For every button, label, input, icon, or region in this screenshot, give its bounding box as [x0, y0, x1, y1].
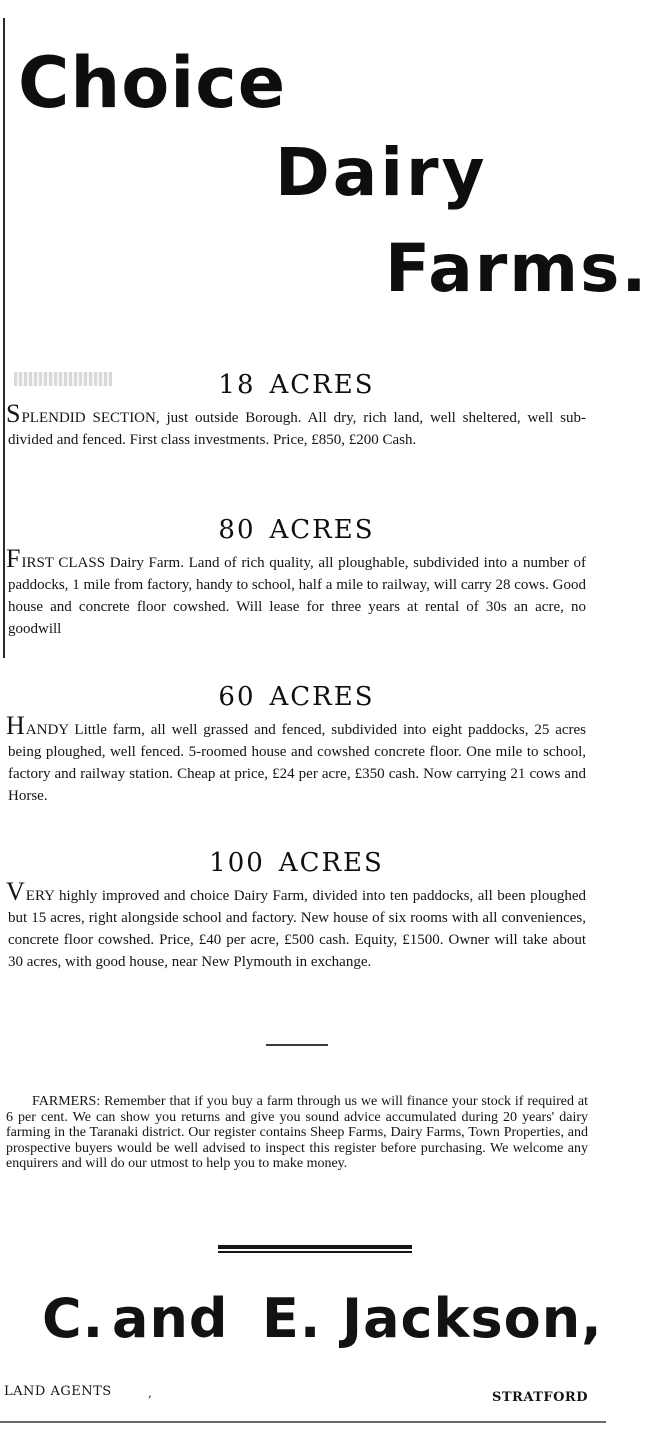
firm-initial-e: E. [262, 1287, 322, 1350]
firm-and: and [112, 1287, 229, 1350]
acres-word: ACRES [269, 370, 375, 400]
listing-description [5, 399, 588, 451]
listing-text: ERY highly improved and choice Dairy Farm, divided into ten paddocks, all been ploughed but 15 acres, right alongside school and factory. New house of six rooms with all conveniences, concrete floor cowshed. Price, £40 per acre, £500 cash. Equity, £1500. Owner will take about 30 acres, with good house, near New Plymouth in exchange. [8, 888, 586, 970]
acres-number: 100 [209, 848, 265, 878]
farmers-notice [6, 1094, 588, 1172]
listing-text: IRST CLASS Dairy Farm. Land of rich quality, all ploughable, subdivided into a number of paddocks, 1 mile from factory, handy to school, half a mile to railway, will carry 28 cows. Good house and concrete floor cowshed. Will lease for three years at rental of 30s an acre, no goodwill [8, 555, 586, 637]
listing-100-acres [5, 848, 588, 973]
listing-18-acres [5, 370, 588, 451]
acres-number: 80 [218, 515, 256, 545]
drop-cap: S [6, 399, 21, 428]
headline-choice: Choice [18, 42, 287, 124]
listing-text: PLENDID SECTION, just outside Borough. All dry, rich land, well sheltered, well sub-divided and fenced. First class investments. Price, £850, £200 Cash. [8, 410, 586, 448]
firm-name [42, 1287, 603, 1350]
headline-dairy: Dairy [275, 134, 488, 211]
listing-heading [5, 370, 588, 400]
acres-number: 18 [218, 370, 256, 400]
drop-cap: H [6, 711, 25, 740]
bottom-rule [0, 1421, 606, 1423]
heavy-divider-underline [218, 1251, 412, 1253]
listing-heading [5, 848, 588, 878]
listing-80-acres [5, 515, 588, 640]
listing-heading [5, 682, 588, 712]
listing-description [5, 544, 588, 640]
acres-word: ACRES [269, 515, 375, 545]
farmers-lead: FARMERS: [32, 1094, 101, 1109]
listing-description [5, 877, 588, 973]
heavy-divider [218, 1245, 412, 1249]
acres-number: 60 [218, 682, 256, 712]
acres-word: ACRES [269, 682, 375, 712]
listing-60-acres [5, 682, 588, 807]
footer-mark: , [148, 1386, 152, 1400]
section-divider [266, 1044, 328, 1046]
listing-description [5, 711, 588, 807]
headline-farms: Farms. [385, 230, 648, 307]
footer-location: STRATFORD [491, 1390, 588, 1405]
listing-heading [5, 515, 588, 545]
acres-word: ACRES [278, 848, 384, 878]
listing-text: ANDY Little farm, all well grassed and fenced, subdivided into eight paddocks, 25 acres being ploughed, well fenced. 5-roomed house and cowshed concrete floor. One mile to school, factory and railway station. Cheap at price, £24 per acre, £350 cash. Now carrying 21 cows and Horse. [8, 722, 586, 804]
farmers-text: Remember that if you buy a farm through us we will finance your stock if required at 6 per cent. We can show you returns and give you sound advice accumulated during 20 years' dairy farming in the Taranaki district. Our register contains Sheep Farms, Dairy Farms, Town Properties, and prospective buyers would be well advised to inspect this register before purchasing. We welcome any enquirers and will do our utmost to help you to make money. [6, 1094, 588, 1171]
firm-surname: Jackson, [342, 1287, 603, 1350]
footer-land-agents: LAND AGENTS [4, 1384, 112, 1399]
drop-cap: V [6, 877, 25, 906]
drop-cap: F [6, 544, 21, 573]
firm-initial-c: C. [42, 1287, 105, 1350]
